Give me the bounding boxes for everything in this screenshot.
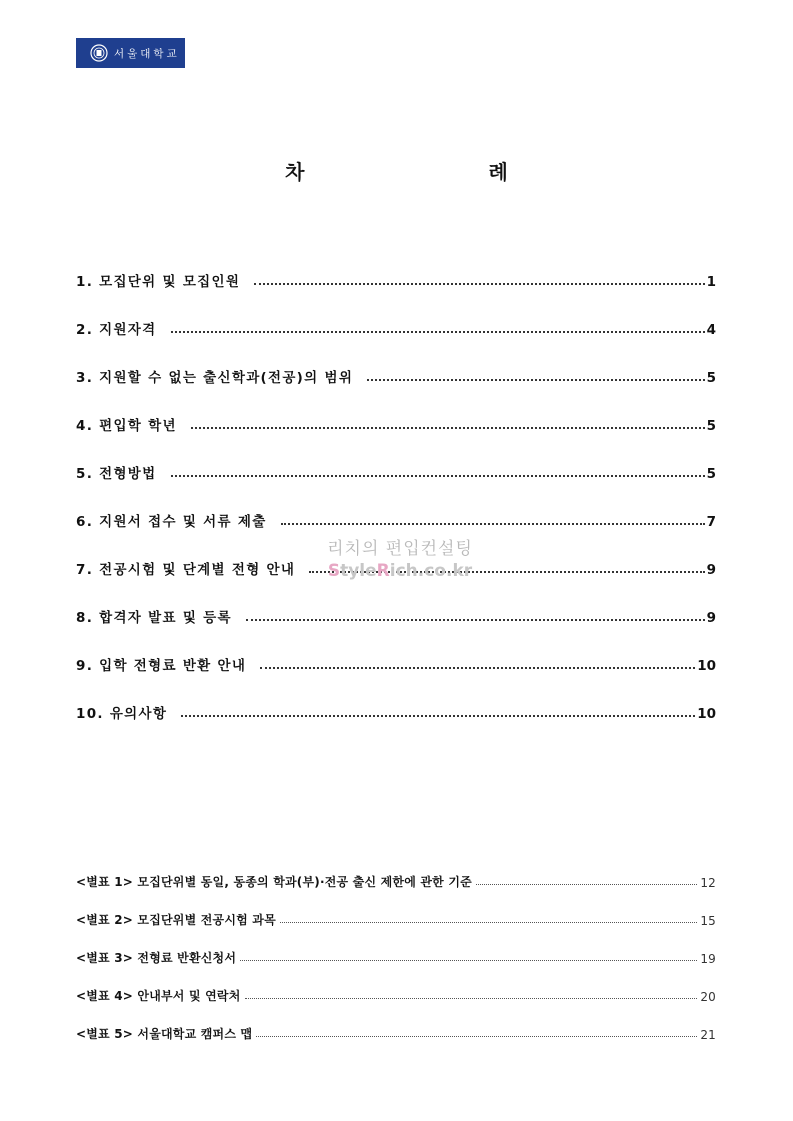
annex-entry-label: <별표 3> 전형료 반환신청서: [76, 951, 237, 965]
dot-leader: [260, 667, 695, 669]
toc-entry-label: 3. 지원할 수 없는 출신학과(전공)의 범위: [76, 370, 354, 386]
watermark-line-1: 리치의 편입컨설팅: [327, 539, 473, 559]
toc-entry-label: 2. 지원자격: [76, 322, 157, 338]
dot-leader: [254, 283, 704, 285]
toc-entry[interactable]: [76, 702, 716, 722]
toc-entry-page: 5: [706, 418, 716, 434]
logo-text: 서울대학교: [114, 47, 180, 60]
toc-entry-page: 4: [706, 322, 716, 338]
annex-entry-page: 19: [700, 952, 716, 966]
watermark-text-a: tyle: [340, 561, 377, 581]
toc-entry-page: 10: [697, 706, 716, 722]
dot-leader: [246, 619, 705, 621]
toc-entry-page: 9: [706, 610, 716, 626]
watermark-accent-r: R: [376, 561, 390, 581]
toc-entry-label: 6. 지원서 접수 및 서류 제출: [76, 514, 267, 530]
annex-entry[interactable]: [76, 1024, 716, 1042]
toc-entry-label: 9. 입학 전형료 반환 안내: [76, 658, 247, 674]
toc-entry-label: 10. 유의사항: [76, 706, 168, 722]
toc-entry-label: 8. 합격자 발표 및 등록: [76, 610, 232, 626]
dot-leader: [171, 331, 705, 333]
toc-entry[interactable]: [76, 558, 716, 578]
annex-entry-page: 21: [700, 1028, 716, 1042]
watermark-accent-s: S: [327, 561, 341, 581]
annex-entry-page: 20: [700, 990, 716, 1004]
toc-entry-label: 4. 편입학 학년: [76, 418, 177, 434]
toc-entry-page: 5: [706, 466, 716, 482]
university-logo: [76, 38, 185, 68]
university-seal-icon: [90, 44, 108, 62]
toc-entry-label: 1. 모집단위 및 모집인원: [76, 274, 241, 290]
toc-entry-page: 10: [697, 658, 716, 674]
dot-leader: [476, 884, 697, 885]
dot-leader: [281, 523, 705, 525]
toc-entry-page: 9: [706, 562, 716, 578]
toc-entry[interactable]: [76, 462, 716, 482]
annex-entry-label: <별표 4> 안내부서 및 연락처: [76, 989, 241, 1003]
toc-entry[interactable]: [76, 510, 716, 530]
dot-leader: [240, 960, 697, 961]
annex-entry[interactable]: [76, 986, 716, 1004]
toc-entry[interactable]: [76, 270, 716, 290]
annex-entry[interactable]: [76, 872, 716, 890]
toc-entry-page: 7: [706, 514, 716, 530]
dot-leader: [367, 379, 704, 381]
annex-entry[interactable]: [76, 948, 716, 966]
dot-leader: [245, 998, 698, 999]
dot-leader: [181, 715, 695, 717]
dot-leader: [256, 1036, 697, 1037]
toc-entry-label: 7. 전공시험 및 단계별 전형 안내: [76, 562, 296, 578]
dot-leader: [309, 571, 704, 573]
toc-entry[interactable]: [76, 414, 716, 434]
dot-leader: [280, 922, 697, 923]
dot-leader: [171, 475, 705, 477]
toc-entry[interactable]: [76, 654, 716, 674]
toc-entry[interactable]: [76, 366, 716, 386]
annex-entry[interactable]: [76, 910, 716, 928]
annex-entry-page: 15: [700, 914, 716, 928]
title-char-1: 차: [285, 160, 305, 184]
toc-entry-page: 5: [706, 370, 716, 386]
annex-entry-page: 12: [700, 876, 716, 890]
toc-entry-page: 1: [706, 274, 716, 290]
toc-entry[interactable]: [76, 606, 716, 626]
page-title: [0, 156, 793, 185]
toc-entry[interactable]: [76, 318, 716, 338]
annex-entry-label: <별표 1> 모집단위별 동일, 동종의 학과(부)·전공 출신 제한에 관한 기준: [76, 875, 472, 889]
watermark-text-b: ich.co.kr: [389, 561, 473, 581]
title-char-2: 례: [488, 160, 508, 184]
toc-entry-label: 5. 전형방법: [76, 466, 157, 482]
annex-entry-label: <별표 2> 모집단위별 전공시험 과목: [76, 913, 276, 927]
dot-leader: [191, 427, 705, 429]
annex-entry-label: <별표 5> 서울대학교 캠퍼스 맵: [76, 1027, 253, 1041]
